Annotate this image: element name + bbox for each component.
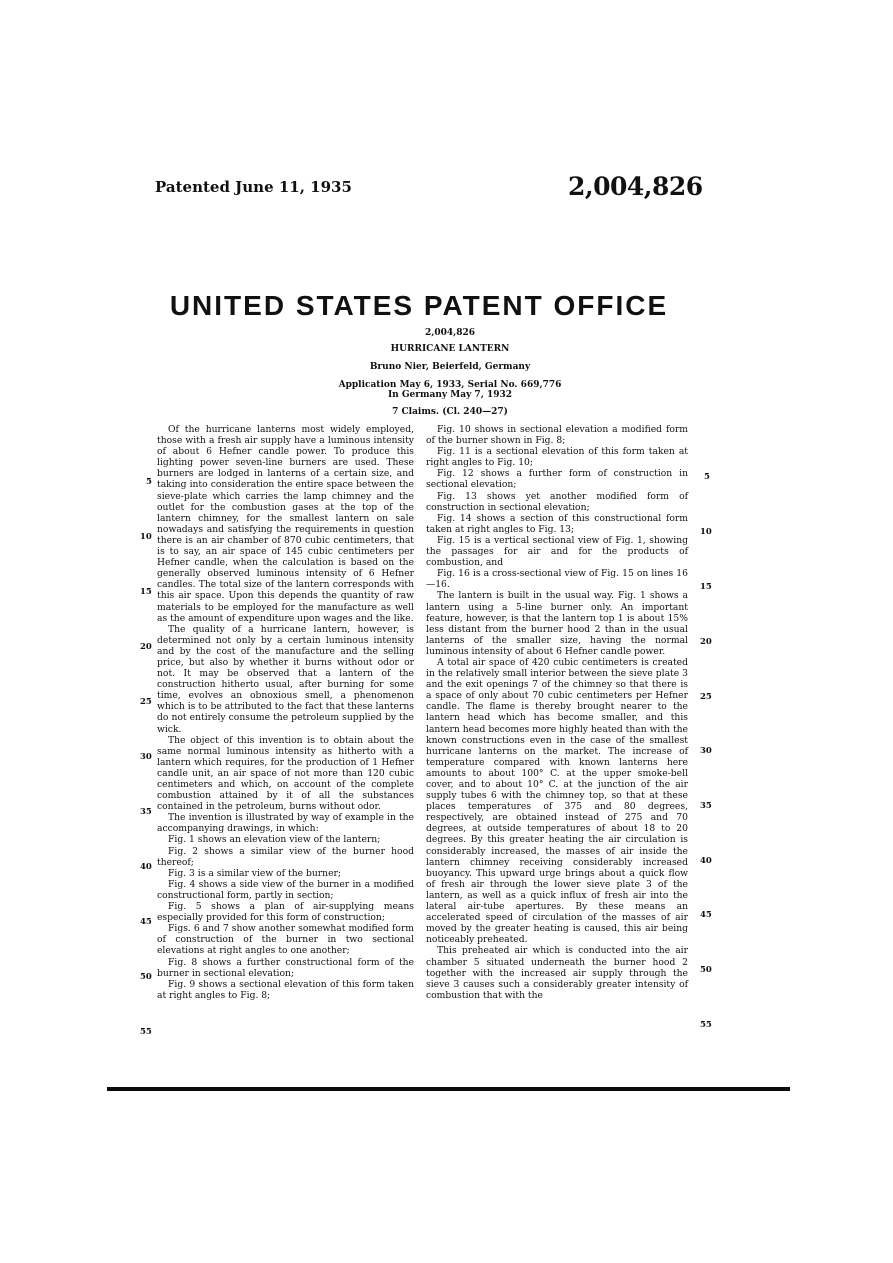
paragraph: The quality of a hurricane lantern, however, is determined not only by a certain luminous intensity and by the cost of the manufacture and the selling price, but also by whether it burns without odor or not. It may be observed that a lantern of the construction hitherto usual, after burning for some time, evolves an obnoxious smell, a phenomenon which is to be attributed to the fact that these lanterns do not entirely consume the petroleum supplied by the wick.: [157, 623, 414, 735]
paragraph: Fig. 14 shows a section of this constructional form taken at right angles to Fig. 13;: [426, 512, 688, 535]
paragraph: Figs. 6 and 7 show another somewhat modified form of construction of the burner in two sectional elevations at right angles to one another;: [157, 923, 414, 957]
left-column: [157, 424, 414, 1001]
paragraph: The lantern is built in the usual way. Fig. 1 shows a lantern using a 5-line burner only. An important feature, however, is that the lantern top 1 is about 15% less distant from the burner hood 2 than in the usual lanterns of the smaller size, having the normal luminous intensity of about 6 Hefner candle power.: [426, 590, 688, 657]
patent-number: 2,004,826: [568, 172, 703, 201]
line-number: 25: [700, 692, 712, 702]
paragraph: Fig. 16 is a cross-sectional view of Fig. 15 on lines 16—16.: [426, 568, 688, 591]
paragraph: Fig. 12 shows a further form of construction in sectional elevation;: [426, 468, 688, 491]
paragraph: This preheated air which is conducted into the air chamber 5 situated underneath the burner hood 2 together with the increased air supply through the sieve 3 causes such a considerably greater intensity of combustion that with the: [426, 945, 688, 1001]
paragraph: A total air space of 420 cubic centimeters is created in the relatively small interior between the sieve plate 3 and the exit openings 7 of the chimney so that there is a space of only about 70 cubic centimeters per Hefner candle. The flame is thereby brought nearer to the lantern head which has become smaller, and this lantern head becomes more highly heated than with the known constructions even in the case of the smallest hurricane lanterns on the market. The increase of temperature compared with known lanterns here amounts to about 100° C. at the upper smoke-bell cover, and to about 10° C. at the junction of the air supply tubes 6 with the chimney top, so that at these places temperatures of 375 and 80 degrees, respectively, are obtained instead of 275 and 70 degrees, at outside temperatures of about 18 to 20 degrees. By this greater heating the air circulation is considerably increased, the masses of air inside the lantern chimney receiving considerably increased buoyancy. This upward urge brings about a quick flow of fresh air through the lower sieve plate 3 of the lantern, as well as a quick influx of fresh air into the lateral air-tube apertures. By these means an accelerated speed of circulation of the masses of air moved by the greater heating is caused, this air being noticeably preheated.: [426, 656, 688, 946]
priority-info: In Germany May 7, 1932: [387, 390, 513, 400]
right-column: [426, 424, 688, 1001]
claims-info: 7 Claims. (Cl. 240—27): [392, 407, 508, 417]
paragraph: Fig. 3 is a similar view of the burner;: [168, 867, 342, 879]
line-number: 10: [140, 532, 152, 542]
line-number: 20: [140, 642, 152, 652]
paragraph: Fig. 10 shows in sectional elevation a modified form of the burner shown in Fig. 8;: [426, 424, 688, 447]
paragraph: Fig. 1 shows an elevation view of the lantern;: [168, 834, 381, 846]
paragraph: Fig. 9 shows a sectional elevation of this form taken at right angles to Fig. 8;: [157, 978, 414, 1001]
line-number: 35: [140, 807, 152, 817]
line-number: 20: [700, 637, 712, 647]
line-number: 40: [140, 862, 152, 872]
paragraph: Fig. 13 shows yet another modified form of construction in sectional elevation;: [426, 490, 688, 513]
paragraph: Fig. 4 shows a side view of the burner in a modified constructional form, partly in section;: [157, 878, 414, 901]
line-number: 15: [140, 587, 152, 597]
line-number: 30: [140, 752, 152, 762]
line-number: 35: [700, 801, 712, 811]
line-number: 45: [700, 910, 712, 920]
paragraph: Fig. 11 is a sectional elevation of this form taken at right angles to Fig. 10;: [426, 446, 688, 469]
line-number: 5: [146, 477, 152, 487]
invention-title: HURRICANE LANTERN: [390, 344, 510, 354]
application-info: Application May 6, 1933, Serial No. 669,776: [338, 380, 562, 390]
line-number: 15: [700, 582, 712, 592]
title-number: 2,004,826: [424, 328, 476, 338]
line-number: 5: [704, 472, 710, 482]
paragraph: The invention is illustrated by way of example in the accompanying drawings, in which:: [157, 812, 414, 835]
inventor: Bruno Nier, Beierfeld, Germany: [369, 362, 531, 372]
line-number: 55: [700, 1020, 712, 1030]
office-heading: [0, 290, 893, 322]
line-number: 25: [140, 697, 152, 707]
line-number: 30: [700, 746, 712, 756]
bottom-rule: [107, 1087, 790, 1091]
line-number: 50: [140, 972, 152, 982]
paragraph: The object of this invention is to obtain about the same normal luminous intensity as hitherto with a lantern which requires, for the production of 1 Hefner candle unit, an air space of not more than 120 cubic centimeters and which, on account of the complete combustion attained by it of all the substances contained in the petroleum, burns without odor.: [157, 734, 414, 813]
line-number: 45: [140, 917, 152, 927]
paragraph: Fig. 8 shows a further constructional form of the burner in sectional elevation;: [157, 956, 414, 979]
line-number: 10: [700, 527, 712, 537]
line-number: 50: [700, 965, 712, 975]
patent-date: Patented June 11, 1935: [155, 178, 352, 196]
paragraph: Fig. 15 is a vertical sectional view of Fig. 1, showing the passages for air and for the products of combustion, and: [426, 534, 688, 569]
line-number: 40: [700, 856, 712, 866]
office-heading-text: UNITED STATES PATENT OFFICE: [169, 290, 669, 321]
paragraph: Fig. 2 shows a similar view of the burner hood thereof;: [157, 845, 414, 868]
line-number: 55: [140, 1027, 152, 1037]
paragraph: Of the hurricane lanterns most widely employed, those with a fresh air supply have a luminous intensity of about 6 Hefner candle power. To produce this lighting power seven-line burners are used. These burners are lodged in lanterns of a certain size, and taking into consideration the entire space between the sieve-plate which carries the lamp chimney and the outlet for the combustion gases at the top of the lantern chimney, for the smallest lantern on sale nowadays and satisfying the requirements in question there is an air chamber of 870 cubic centimeters, that is to say, an air space of 145 cubic centimeters per Hefner candle, when the calculation is based on the generally observed luminous intensity of 6 Hefner candles. The total size of the lantern corresponds with this air space. Upon this depends the quantity of raw materials to be employed for the manufacture as well as the amount of expenditure upon wages and the like.: [157, 424, 414, 624]
paragraph: Fig. 5 shows a plan of air-supplying means especially provided for this form of construction;: [157, 901, 414, 924]
